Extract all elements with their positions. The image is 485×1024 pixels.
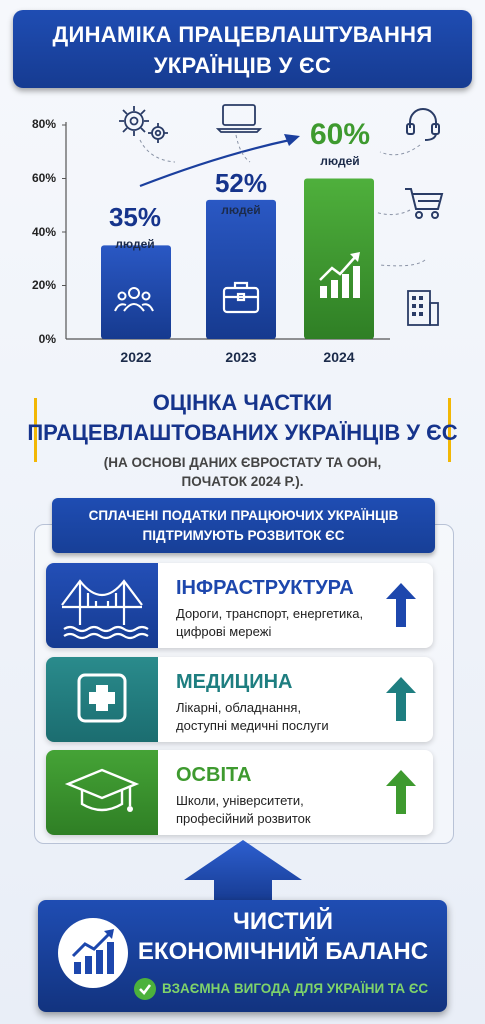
people-icon (114, 285, 154, 315)
card-infrastructure-desc-2: цифрові мережі (176, 624, 272, 639)
card-infrastructure-desc-1: Дороги, транспорт, енергетика, (176, 606, 364, 621)
card-medicine-title: МЕДИЦИНА (176, 671, 293, 693)
card-education-title: ОСВІТА (176, 764, 252, 786)
y-tick-0: 0% (38, 332, 56, 346)
taxes-ribbon (52, 498, 435, 553)
balance-tagline: ВЗАЄМНА ВИГОДА ДЛЯ УКРАЇНИ ТА ЄС (162, 981, 429, 996)
card-infrastructure (46, 563, 433, 648)
growth-chart-icon (318, 250, 362, 302)
section2-sub-1: (НА ОСНОВІ ДАНИХ ЄВРОСТАТУ ТА ООН, (103, 455, 382, 470)
bar-value-2022: 35% (108, 202, 162, 232)
y-tick-40: 40% (31, 225, 56, 239)
card-education (46, 750, 433, 835)
ribbon-line-2: ПІДТРИМУЮТЬ РОЗВИТОК ЄС (142, 528, 345, 543)
briefcase-icon (221, 280, 261, 314)
gears-icon (114, 103, 174, 147)
y-tick-20: 20% (31, 278, 56, 292)
card-medicine-desc-1: Лікарні, обладнання, (176, 700, 302, 715)
graduation-cap-icon (46, 750, 158, 835)
big-up-arrow-icon (180, 838, 306, 904)
card-education-desc-1: Школи, університети, (176, 793, 304, 808)
bridge-icon (46, 563, 158, 648)
card-education-desc-2: професійний розвиток (176, 811, 311, 826)
up-arrow-icon (386, 677, 416, 721)
card-infrastructure-icon-box (46, 563, 158, 648)
bar-value-2023: 52% (214, 168, 268, 198)
employment-chart (0, 100, 485, 390)
laptop-icon (216, 102, 262, 134)
building-icon (404, 285, 440, 327)
card-medicine-desc-2: доступні медичні послуги (176, 718, 329, 733)
headset-icon (405, 106, 441, 144)
balance-title-1: ЧИСТИЙ (232, 908, 333, 935)
section2-sub-2: ПОЧАТОК 2024 Р.). (181, 474, 304, 489)
growth-chart-icon (58, 918, 128, 988)
check-icon (134, 978, 156, 1000)
medical-cross-icon (46, 657, 158, 742)
balance-icon-circle (58, 918, 128, 988)
section2-title-2: ПРАЦЕВЛАШТОВАНИХ УКРАЇНЦІВ У ЄС (27, 420, 458, 445)
title-banner (13, 10, 472, 88)
ribbon-line-1: СПЛАЧЕНІ ПОДАТКИ ПРАЦЮЮЧИХ УКРАЇНЦІВ (88, 508, 399, 523)
bar-unit-2024: людей (320, 154, 360, 168)
x-tick-2022: 2022 (120, 349, 152, 365)
card-medicine (46, 657, 433, 742)
bar-value-2024: 60% (309, 118, 371, 151)
x-tick-2023: 2023 (225, 349, 257, 365)
bar-unit-2023: людей (221, 203, 261, 217)
balance-title-2: ЕКОНОМІЧНИЙ БАЛАНС (137, 938, 429, 965)
up-arrow-icon (386, 583, 416, 627)
y-tick-80: 80% (31, 117, 56, 131)
card-education-icon-box (46, 750, 158, 835)
x-tick-2024: 2024 (323, 349, 355, 365)
title-line-1: ДИНАМІКА ПРАЦЕВЛАШТУВАННЯ (52, 22, 433, 47)
y-tick-60: 60% (31, 171, 56, 185)
up-arrow-icon (386, 770, 416, 814)
card-medicine-icon-box (46, 657, 158, 742)
card-infrastructure-title: ІНФРАСТРУКТУРА (176, 577, 354, 599)
title-line-2: УКРАЇНЦІВ У ЄС (153, 53, 332, 78)
cart-icon (404, 185, 444, 221)
bar-unit-2022: людей (115, 237, 155, 251)
bar-2023 (206, 200, 276, 339)
section2-title-1: ОЦІНКА ЧАСТКИ (152, 390, 333, 415)
balance-banner (38, 900, 447, 1012)
